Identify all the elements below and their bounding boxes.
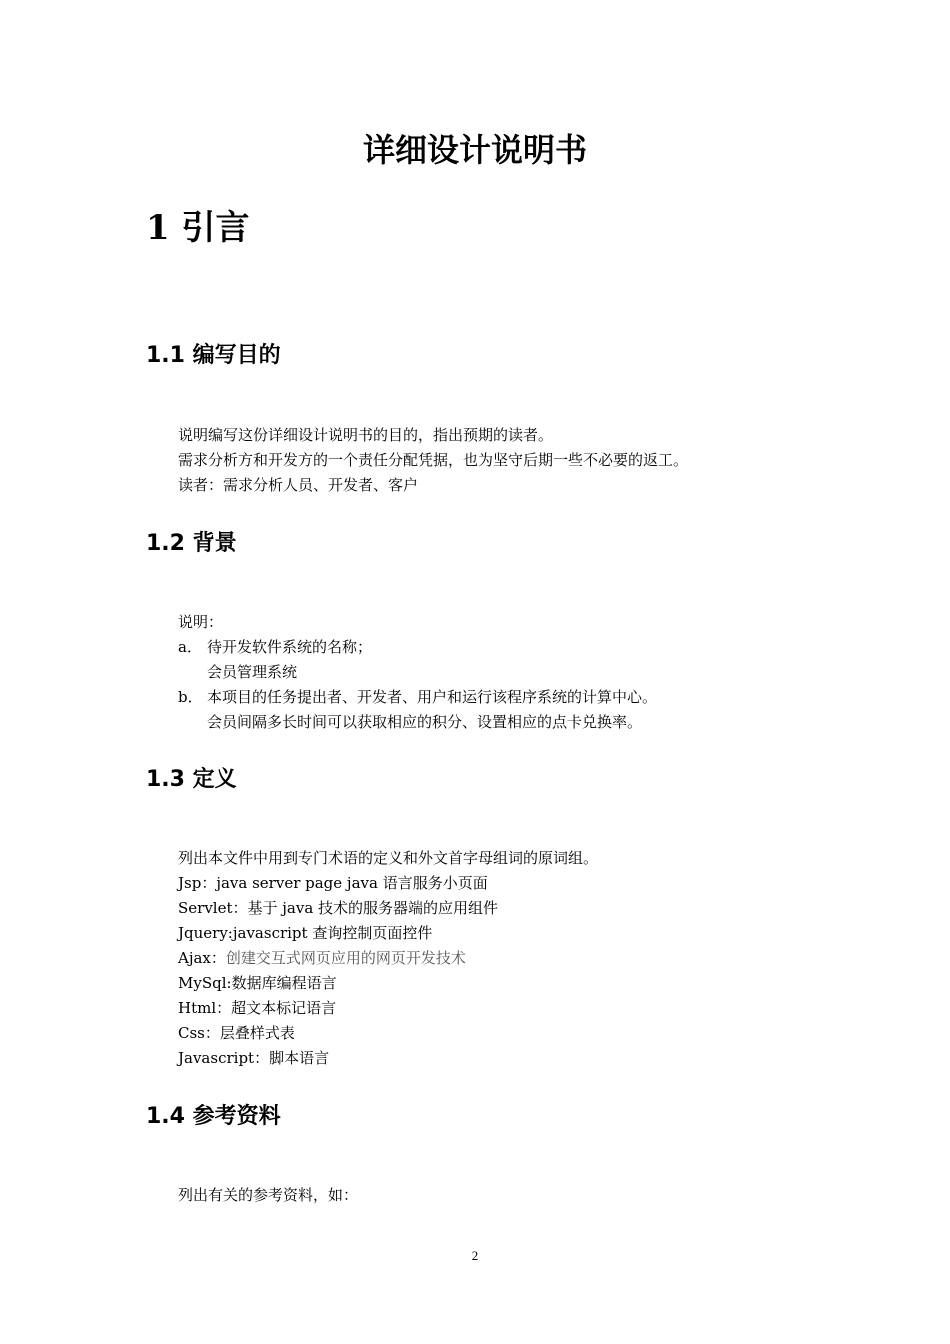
definition-term: Ajax：	[178, 949, 226, 967]
definition-text: 创建交互式网页应用的网页开发技术	[225, 949, 466, 967]
list-item-text: 本项目的任务提出者、开发者、用户和运行该程序系统的计算中心。	[207, 688, 658, 706]
section-heading-references: 1.4 参考资料	[146, 1104, 281, 1129]
list-item	[178, 685, 657, 710]
section-heading-purpose: 1.1 编写目的	[146, 343, 281, 368]
purpose-line: 读者：需求分析人员、开发者、客户	[178, 476, 419, 494]
definition-row	[178, 996, 598, 1021]
document-title: 详细设计说明书	[362, 131, 587, 169]
list-item-text: 待开发软件系统的名称；	[207, 638, 373, 656]
definition-row	[178, 971, 598, 996]
purpose-paragraph	[178, 423, 688, 498]
section-heading-background: 1.2 背景	[146, 531, 237, 556]
background-intro: 说明：	[178, 613, 224, 631]
background-paragraph	[178, 610, 657, 735]
references-paragraph	[178, 1183, 358, 1208]
definition-text: java server page java 语言服务小页面	[216, 874, 488, 892]
chapter-heading: 1 引言	[146, 208, 250, 248]
references-intro: 列出有关的参考资料，如：	[178, 1186, 359, 1204]
definition-text: 基于 java 技术的服务器端的应用组件	[247, 899, 499, 917]
list-item-detail-row	[178, 660, 657, 685]
definition-row	[178, 871, 598, 896]
definition-term: Html：	[178, 999, 232, 1017]
purpose-line: 需求分析方和开发方的一个责任分配凭据，也为坚守后期一些不必要的返工。	[178, 451, 689, 469]
definition-text: javascript 查询控制页面控件	[232, 924, 433, 942]
list-marker: b．	[178, 688, 203, 706]
definition-row	[178, 946, 598, 971]
definition-row	[178, 1046, 598, 1071]
definitions-paragraph	[178, 846, 598, 1071]
definition-text: 脚本语言	[269, 1049, 330, 1067]
list-item-detail: 会员间隔多长时间可以获取相应的积分、设置相应的点卡兑换率。	[207, 713, 643, 731]
definition-text: 层叠样式表	[219, 1024, 295, 1042]
definition-term: Jquery:	[178, 924, 233, 942]
definition-row	[178, 896, 598, 921]
list-item-detail-row	[178, 710, 657, 735]
definition-term: MySql:	[178, 974, 232, 992]
section-heading-definitions: 1.3 定义	[146, 767, 237, 792]
definition-term: Jsp：	[178, 874, 217, 892]
page-number: 2	[471, 1248, 479, 1263]
definition-term: Css：	[178, 1024, 220, 1042]
definition-term: Javascript：	[178, 1049, 270, 1067]
list-marker: a．	[178, 638, 202, 656]
purpose-line: 说明编写这份详细设计说明书的目的，指出预期的读者。	[178, 426, 554, 444]
definition-term: Servlet：	[178, 899, 248, 917]
definition-row	[178, 921, 598, 946]
list-item	[178, 635, 657, 660]
definition-row	[178, 1021, 598, 1046]
list-item-detail: 会员管理系统	[207, 663, 298, 681]
definitions-intro: 列出本文件中用到专门术语的定义和外文首字母组词的原词组。	[178, 849, 599, 867]
definition-text: 数据库编程语言	[231, 974, 337, 992]
definition-text: 超文本标记语言	[231, 999, 337, 1017]
